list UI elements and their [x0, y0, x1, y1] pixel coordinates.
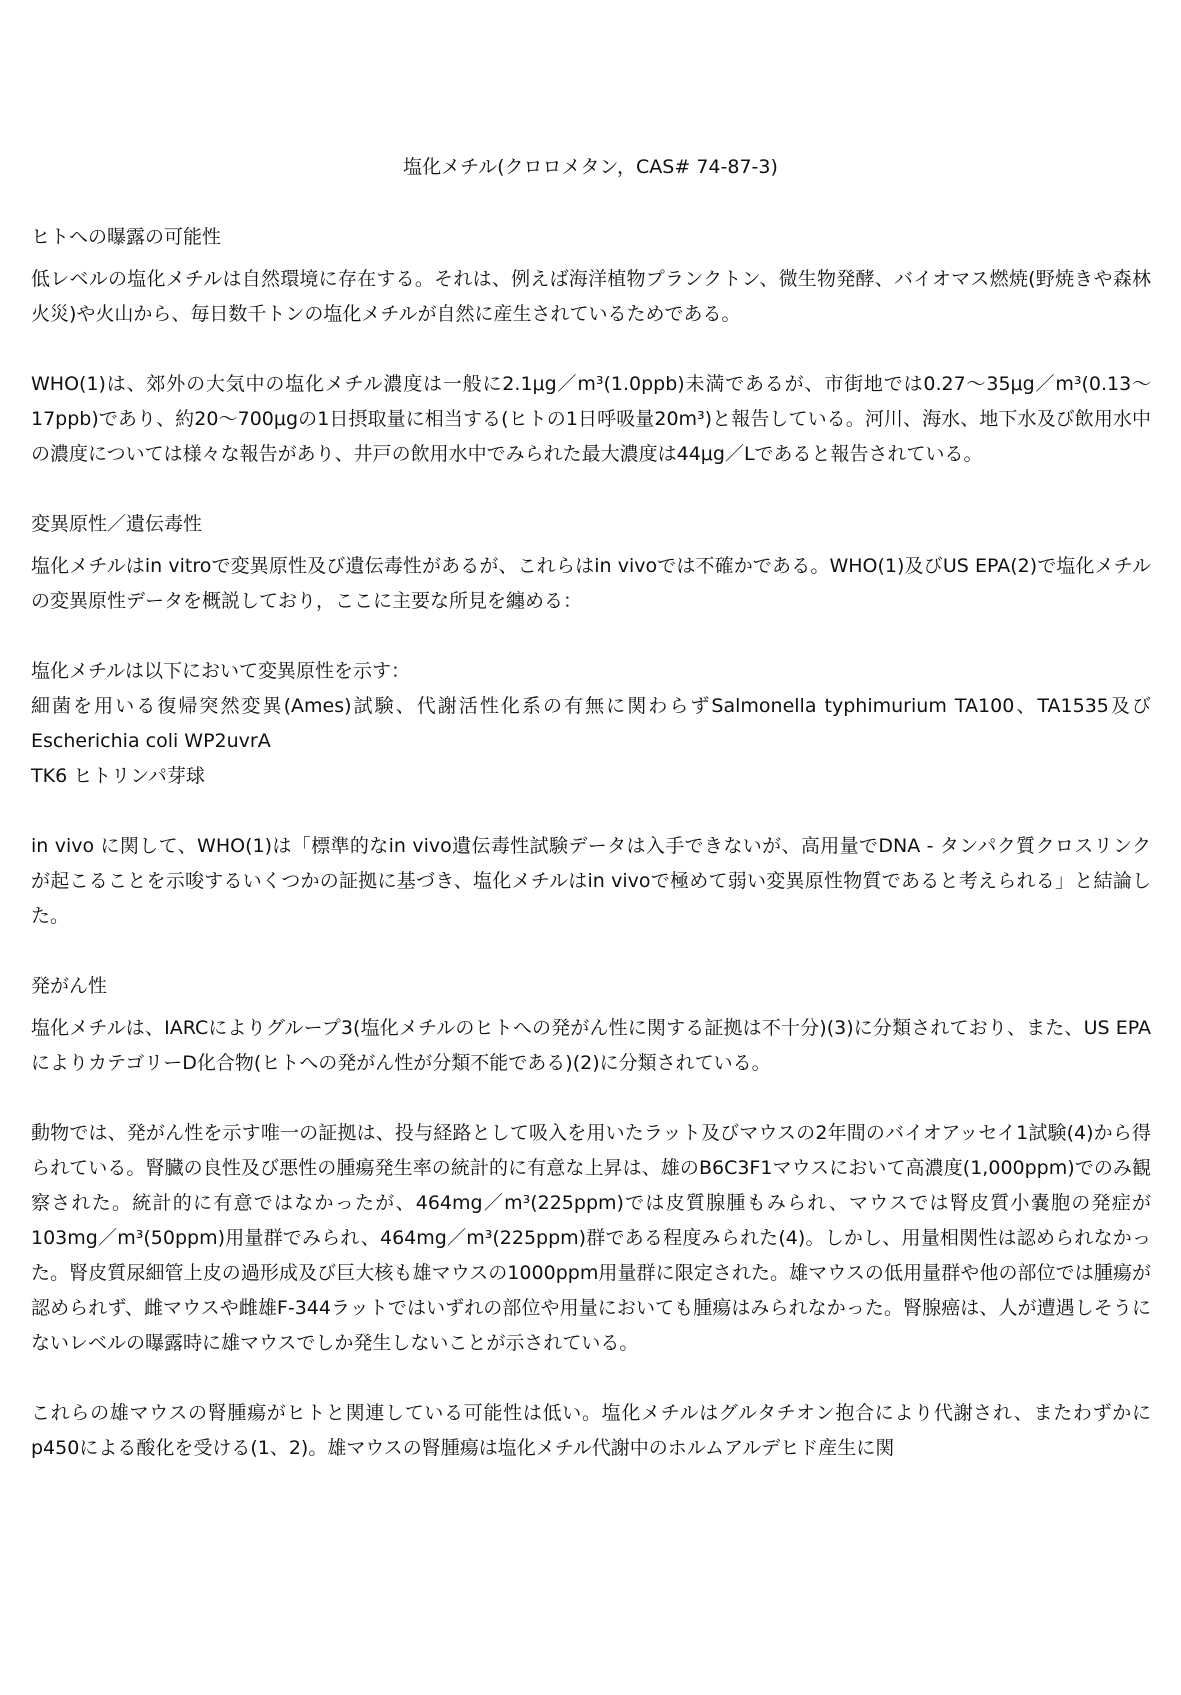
section-heading-mutagenicity: 変異原性／遺伝毒性: [31, 513, 203, 535]
mutagenicity-paragraph-2: in vivo に関して、WHO(1)は「標準的なin vivo遺伝毒性試験データは入手できないが、高用量でDNA - タンパク質クロスリンクが起こることを示唆するいくつかの証拠に基づき、塩化メチルはin vivoで極めて弱い変異原性物質であると考えられる」と結論した。: [31, 835, 1151, 927]
exposure-paragraph-2: WHO(1)は、郊外の大気中の塩化メチル濃度は一般に2.1μg／m³(1.0ppb)未満であるが、市街地では0.27～35μg／m³(0.13～17ppb)であり、約20～700μgの1日摂取量に相当する(ヒトの1日呼吸量20m³)と報告している。河川、海水、地下水及び飲用水中の濃度については様々な報告があり、井戸の飲用水中でみられた最大濃度は44μg／Lであると報告されている。: [31, 373, 1151, 465]
mutagenicity-list-item-1: 細菌を用いる復帰突然変異(Ames)試験、代謝活性化系の有無に関わらずSalmonella typhimurium TA100、TA1535及びEscherichia coli WP2uvrA: [31, 695, 1151, 752]
section-heading-carcinogenicity: 発がん性: [31, 975, 108, 997]
section-heading-exposure: ヒトへの曝露の可能性: [31, 226, 222, 248]
mutagenicity-list-item-2: TK6 ヒトリンパ芽球: [31, 765, 205, 787]
carcinogenicity-paragraph-1: 塩化メチルは、IARCによりグループ3(塩化メチルのヒトへの発がん性に関する証拠は不十分)(3)に分類されており、また、US EPAによりカテゴリーD化合物(ヒトへの発がん性が分類不能である)(2)に分類されている。: [31, 1017, 1151, 1074]
mutagenicity-list-intro: 塩化メチルは以下において変異原性を示す：: [31, 660, 411, 682]
exposure-paragraph-1: 低レベルの塩化メチルは自然環境に存在する。それは、例えば海洋植物プランクトン、微生物発酵、バイオマス燃焼(野焼きや森林火災)や火山から、毎日数千トンの塩化メチルが自然に産生されているためである。: [31, 268, 1151, 325]
document-body: [31, 220, 1151, 1466]
carcinogenicity-paragraph-2: 動物では、発がん性を示す唯一の証拠は、投与経路として吸入を用いたラット及びマウスの2年間のバイオアッセイ1試験(4)から得られている。腎臓の良性及び悪性の腫瘍発生率の統計的に有意な上昇は、雄のB6C3F1マウスにおいて高濃度(1,000ppm)でのみ観察された。統計的に有意ではなかったが、464mg／m³(225ppm)では皮質腺腫もみられ、マウスでは腎皮質小嚢胞の発症が103mg／m³(50ppm)用量群でみられ、464mg／m³(225ppm)群である程度みられた(4)。しかし、用量相関性は認められなかった。腎皮質尿細管上皮の過形成及び巨大核も雄マウスの1000ppm用量群に限定された。雄マウスの低用量群や他の部位では腫瘍が認められず、雌マウスや雌雄F-344ラットではいずれの部位や用量においても腫瘍はみられなかった。腎腺癌は、人が遭遇しそうにないレベルの曝露時に雄マウスでしか発生しないことが示されている。: [31, 1122, 1151, 1354]
mutagenicity-paragraph-1: 塩化メチルはin vitroで変異原性及び遺伝毒性があるが、これらはin vivoでは不確かである。WHO(1)及びUS EPA(2)で塩化メチルの変異原性データを概説しており，ここに主要な所見を纏める：: [31, 555, 1151, 612]
carcinogenicity-paragraph-3: これらの雄マウスの腎腫瘍がヒトと関連している可能性は低い。塩化メチルはグルタチオン抱合により代謝され、またわずかにp450による酸化を受ける(1、2)。雄マウスの腎腫瘍は塩化メチル代謝中のホルムアルデヒド産生に関: [31, 1402, 1151, 1459]
document-title: 塩化メチル(クロロメタン，CAS# 74-87-3): [403, 156, 778, 178]
